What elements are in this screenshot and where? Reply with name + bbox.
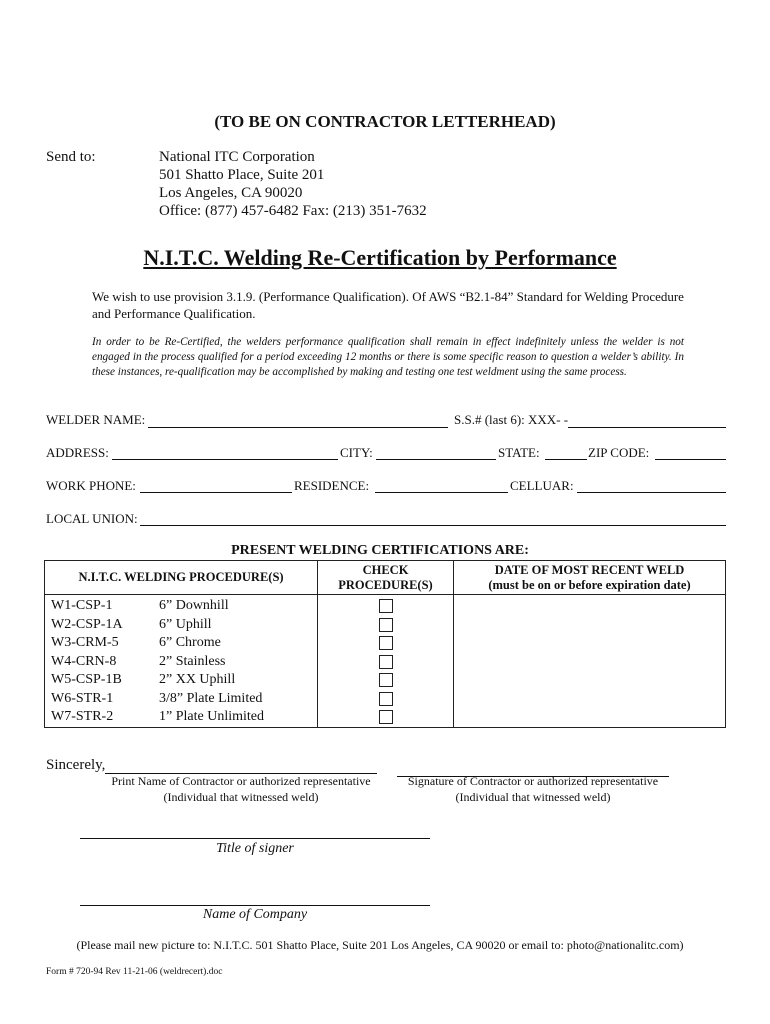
procedure-desc: 6” Chrome — [159, 635, 221, 650]
procedure-desc: 2” Stainless — [159, 653, 226, 669]
procedure-desc: 1” Plate Unlimited — [159, 709, 264, 724]
zip-label: ZIP CODE: — [588, 445, 650, 460]
procedure-checkbox[interactable] — [379, 655, 393, 669]
procedure-desc: 3/8” Plate Limited — [159, 690, 263, 706]
city-field[interactable] — [376, 459, 496, 460]
address-line: Office: (877) 457-6482 Fax: (213) 351-7632 — [159, 203, 427, 219]
recent-weld-date-field[interactable] — [454, 595, 726, 728]
signature-caption: Signature of Contractor or authorized representative — [407, 774, 659, 788]
city-label: CITY: — [340, 445, 373, 460]
address-line: Los Angeles, CA 90020 — [159, 185, 303, 201]
mail-instructions: (Please mail new picture to: N.I.T.C. 501 Shatto Place, Suite 201 Los Angeles, CA 90020 or email to: photo@nationalitc.com) — [76, 938, 684, 952]
procedure-checkbox[interactable] — [379, 618, 393, 632]
company-name-caption: Name of Company — [202, 907, 308, 922]
print-name-caption: Print Name of Contractor or authorized representative — [111, 774, 371, 788]
ssn-field[interactable] — [568, 427, 726, 428]
welder-name-label: WELDER NAME: — [46, 412, 146, 427]
check-cell — [318, 595, 454, 728]
sincerely-label: Sincerely, — [46, 757, 106, 773]
procedure-code: W4-CRN-8 — [51, 653, 117, 669]
col-date-subtitle: (must be on or before expiration date) — [488, 577, 691, 592]
col-date-header — [454, 561, 726, 595]
state-label: STATE: — [498, 445, 540, 460]
procedure-code: W2-CSP-1A — [51, 616, 123, 632]
col-check-header: CHECK PROCEDURE(S) — [318, 561, 454, 595]
work-phone-label: WORK PHONE: — [46, 478, 136, 493]
welder-name-field[interactable] — [148, 427, 448, 428]
procedure-cell — [45, 595, 318, 728]
residence-label: RESIDENCE: — [294, 478, 370, 493]
procedure-checkbox[interactable] — [379, 673, 393, 687]
address-field[interactable] — [112, 459, 338, 460]
send-to-label: Send to: — [46, 149, 96, 165]
title-of-signer-line[interactable] — [80, 838, 430, 839]
procedure-checkbox[interactable] — [379, 599, 393, 613]
work-phone-field[interactable] — [140, 492, 292, 493]
col-date-title: DATE OF MOST RECENT WELD — [494, 562, 685, 577]
ssn-label: S.S.# (last 6): XXX- - — [454, 412, 569, 427]
signature-subcaption: (Individual that witnessed weld) — [455, 790, 611, 804]
certifications-heading: PRESENT WELDING CERTIFICATIONS ARE: — [231, 543, 529, 558]
procedure-checkbox[interactable] — [379, 692, 393, 706]
recert-note: In order to be Re-Certified, the welders performance qualification shall remain in effect indefinitely unless the welder is not engaged in the process qualified for a period exceeding 12 months or there is some specific reason to question a welder’s ability. In these instances, re-qualification may be accomplished by making and testing one test weldment using the same process. — [92, 336, 684, 378]
procedure-code: W7-STR-2 — [51, 709, 114, 724]
letterhead-note: (TO BE ON CONTRACTOR LETTERHEAD) — [214, 112, 556, 131]
zip-field[interactable] — [655, 459, 726, 460]
procedure-checkbox[interactable] — [379, 710, 393, 724]
address-line: 501 Shatto Place, Suite 201 — [159, 167, 325, 183]
procedure-code: W1-CSP-1 — [51, 598, 113, 613]
procedure-code: W3-CRM-5 — [51, 635, 119, 650]
address-line: National ITC Corporation — [159, 149, 315, 165]
certifications-table — [44, 560, 726, 728]
title-of-signer-caption: Title of signer — [216, 841, 294, 856]
cellular-field[interactable] — [577, 492, 726, 493]
procedure-code: W5-CSP-1B — [51, 672, 122, 687]
form-number: Form # 720-94 Rev 11-21-06 (weldrecert).doc — [46, 967, 223, 977]
local-union-field[interactable] — [140, 525, 726, 526]
address-label: ADDRESS: — [46, 445, 109, 460]
state-field[interactable] — [545, 459, 587, 460]
company-name-line[interactable] — [80, 905, 430, 906]
send-to-address — [159, 148, 427, 220]
intro-paragraph: We wish to use provision 3.1.9. (Performance Qualification). Of AWS “B2.1-84” Standard for Welding Procedure and Performance Qualification. — [92, 289, 684, 321]
procedure-desc: 6” Downhill — [159, 598, 229, 613]
print-name-subcaption: (Individual that witnessed weld) — [163, 790, 319, 804]
procedure-checkbox[interactable] — [379, 636, 393, 650]
residence-field[interactable] — [375, 492, 508, 493]
cellular-label: CELLUAR: — [510, 478, 574, 493]
procedure-desc: 2” XX Uphill — [159, 672, 236, 687]
procedure-code: W6-STR-1 — [51, 690, 114, 706]
local-union-label: LOCAL UNION: — [46, 511, 138, 526]
col-procedure-header: N.I.T.C. WELDING PROCEDURE(S) — [45, 561, 318, 595]
page-title: N.I.T.C. Welding Re-Certification by Performance — [143, 245, 617, 270]
procedure-desc: 6” Uphill — [159, 616, 212, 632]
